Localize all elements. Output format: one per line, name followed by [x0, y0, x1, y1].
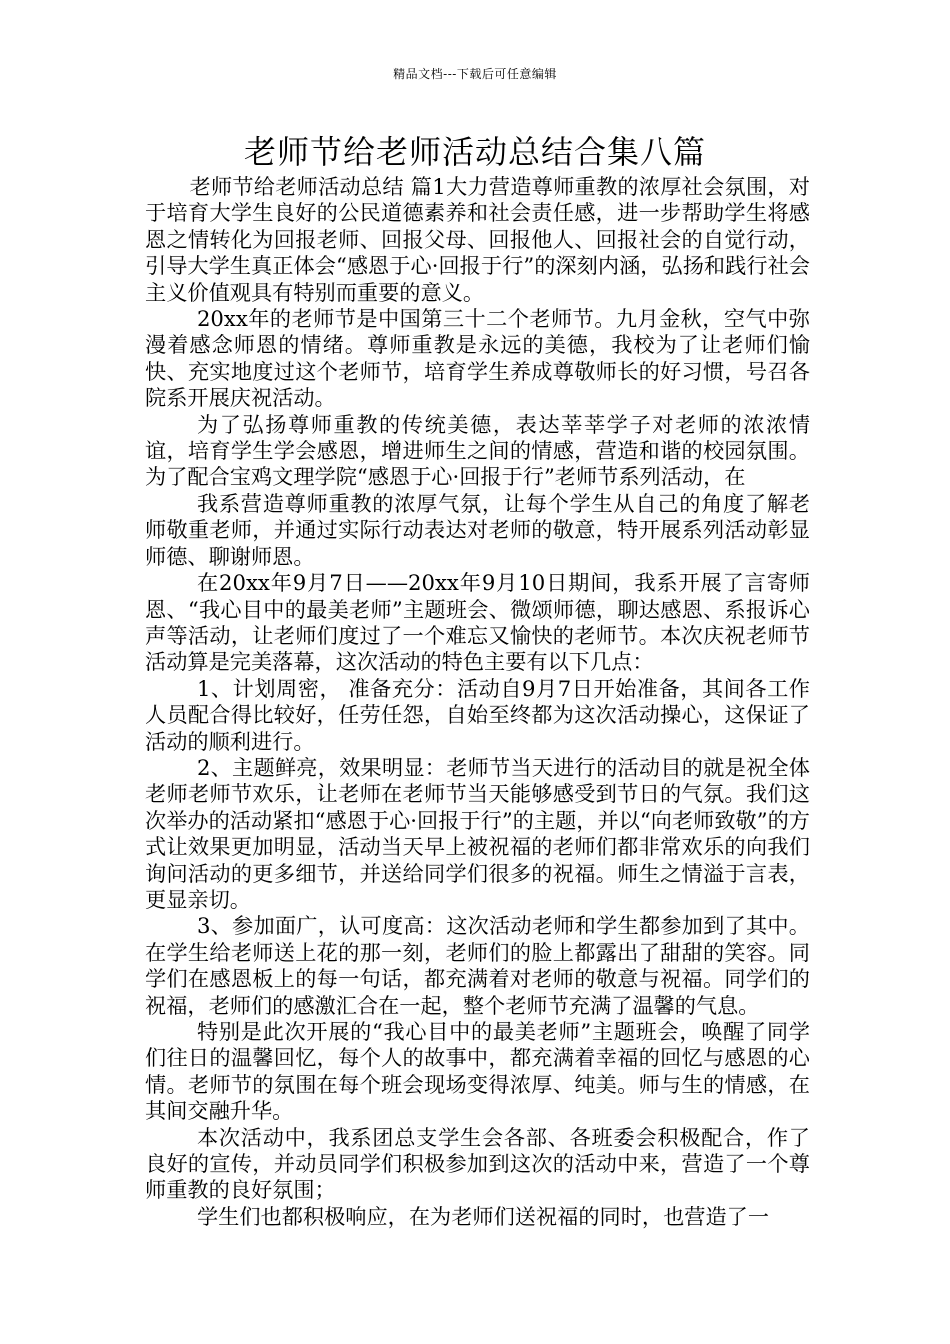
- document-title: 老师节给老师活动总结合集八篇: [243, 133, 706, 171]
- paragraph-6: 1、计划周密， 准备充分：活动自9月7日开始准备，其间各工作人员配合得比较好，任劳任怨，自始至终都为这次活动操心，这保证了活动的顺利进行。: [145, 675, 810, 754]
- paragraph-3: 为了弘扬尊师重教的传统美德，表达莘莘学子对老师的浓浓情谊，培育学生学会感恩，增进师生之间的情感，营造和谐的校园氛围。为了配合宝鸡文理学院“感恩于心·回报于行”老师节系列活动，在: [145, 411, 810, 490]
- page-header-note: 精品文档---下载后可任意编辑: [393, 67, 557, 81]
- paragraph-9: 特别是此次开展的“我心目中的最美老师”主题班会，唤醒了同学们往日的温馨回忆，每个人的故事中，都充满着幸福的回忆与感恩的心情。老师节的氛围在每个班会现场变得浓厚、纯美。师与生的情感，在其间交融升华。: [145, 1019, 810, 1124]
- paragraph-8: 3、参加面广，认可度高：这次活动老师和学生都参加到了其中。在学生给老师送上花的那一刻，老师们的脸上都露出了甜甜的笑容。同学们在感恩板上的每一句话，都充满着对老师的敬意与祝福。同学们的祝福，老师们的感激汇合在一起，整个老师节充满了温馨的气息。: [145, 913, 810, 1018]
- paragraph-4: 我系营造尊师重教的浓厚气氛，让每个学生从自己的角度了解老师敬重老师，并通过实际行动表达对老师的敬意，特开展系列活动彰显师德、聊谢师恩。: [145, 490, 810, 569]
- paragraph-7: 2、主题鲜亮，效果明显：老师节当天进行的活动目的就是祝全体老师老师节欢乐，让老师在老师节当天能够感受到节日的气氛。我们这次举办的活动紧扣“感恩于心·回报于行”的主题，并以“向老师致敬”的方式让效果更加明显，活动当天早上被祝福的老师们都非常欢乐的向我们询问活动的更多细节，并送给同学们很多的祝福。师生之情溢于言表，更显亲切。: [145, 754, 810, 912]
- paragraph-10: 本次活动中，我系团总支学生会各部、各班委会积极配合，作了良好的宣传，并动员同学们积极参加到这次的活动中来，营造了一个尊师重教的良好氛围；: [145, 1124, 810, 1203]
- paragraph-2: 20xx年的老师节是中国第三十二个老师节。九月金秋，空气中弥漫着感念师恩的情绪。尊师重教是永远的美德，我校为了让老师们愉快、充实地度过这个老师节，培育学生养成尊敬师长的好习惯，号召各院系开展庆祝活动。: [145, 306, 810, 411]
- document-body: [145, 174, 810, 1230]
- paragraph-11: 学生们也都积极响应，在为老师们送祝福的同时，也营造了一: [196, 1203, 770, 1229]
- paragraph-5: 在20xx年9月7日——20xx年9月10日期间，我系开展了言寄师恩、“我心目中的最美老师”主题班会、微颂师德，聊达感恩、系报诉心声等活动，让老师们度过了一个难忘又愉快的老师节。本次庆祝老师节活动算是完美落幕，这次活动的特色主要有以下几点：: [145, 570, 810, 675]
- paragraph-1: 老师节给老师活动总结 篇1大力营造尊师重教的浓厚社会氛围，对于培育大学生良好的公民道德素养和社会责任感，进一步帮助学生将感恩之情转化为回报老师、回报父母、回报他人、回报社会的自觉行动，引导大学生真正体会“感恩于心·回报于行”的深刻内涵，弘扬和践行社会主义价值观具有特别而重要的意义。: [145, 174, 810, 305]
